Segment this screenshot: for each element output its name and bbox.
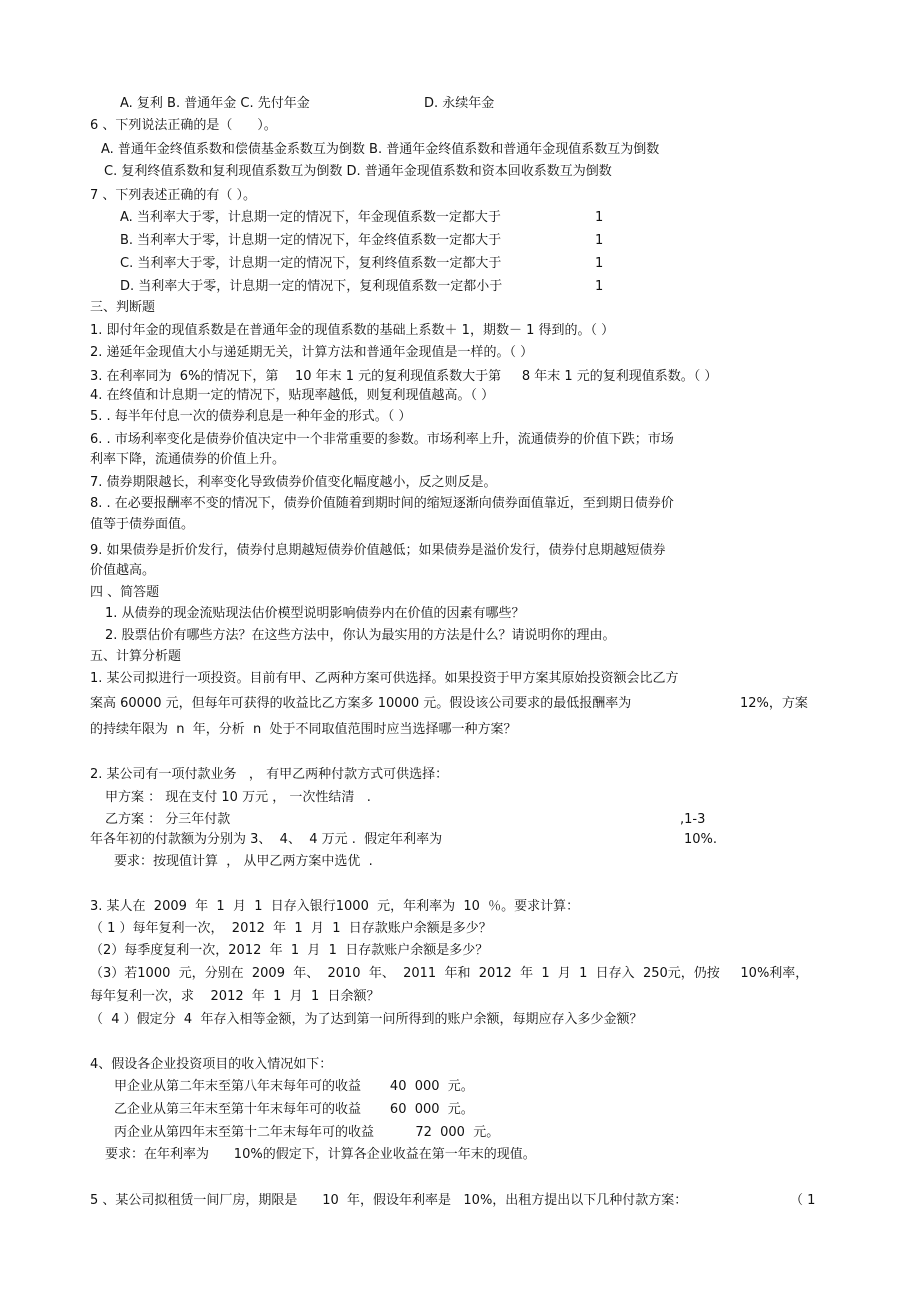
- calc-2-requirement: 要求：按现值计算 ， 从甲乙两方案中选优 .: [114, 854, 373, 869]
- calc-4-company-b: 乙企业从第三年末至第十年末每年可的收益 60 000 元。: [114, 1102, 474, 1117]
- judgement-6-cont: 利率下降，流通债券的价值上升。: [90, 452, 286, 467]
- short-answer-1: 1. 从债券的现金流贴现法估价模型说明影响债券内在价值的因素有哪些？: [105, 606, 525, 621]
- calc-5: 5 、某公司拟租赁一间厂房，期限是 10 年，假设年利率是 10%，出租方提出以下几种付款方案：: [90, 1193, 688, 1208]
- calc-5-option-1: （ 1: [790, 1193, 816, 1208]
- calc-4-company-a: 甲企业从第二年末至第八年末每年可的收益 40 000 元。: [114, 1079, 474, 1094]
- question-6-options-cd: C. 复利终值系数和复利现值系数互为倒数 D. 普通年金现值系数和资本回收系数互为倒数: [104, 164, 612, 179]
- question-7-option-d-value: 1: [595, 279, 604, 294]
- calc-3: 3. 某人在 2009 年 1 月 1 日存入银行1000 元，年利率为 10 ％。要求计算：: [90, 899, 580, 914]
- calc-2-plan-a: 甲方案 ： 现在支付 10 万元 ， 一次性结清 .: [105, 790, 371, 805]
- calc-3-q1: （ 1 ）每年复利一次， 2012 年 1 月 1 日存款账户余额是多少？: [90, 921, 492, 936]
- judgement-7: 7. 债券期限越长，利率变化导致债券价值变化幅度越小，反之则反是。: [90, 475, 497, 490]
- question-7-option-b: B. 当利率大于零，计息期一定的情况下，年金终值系数一定都大于: [120, 233, 502, 248]
- judgement-4: 4. 在终值和计息期一定的情况下，贴现率越低，则复利现值越高。（ ）: [90, 388, 495, 403]
- judgement-9-cont: 价值越高。: [90, 563, 156, 578]
- short-answer-2: 2. 股票估价有哪些方法？在这些方法中，你认为最实用的方法是什么？请说明你的理由。: [105, 628, 616, 643]
- judgement-5: 5. . 每半年付息一次的债券利息是一种年金的形式。（ ）: [90, 409, 412, 424]
- calc-4: 4、假设各企业投资项目的收入情况如下：: [90, 1057, 333, 1072]
- calc-1-cont2: 的持续年限为 n 年，分析 n 处于不同取值范围时应当选择哪一种方案？: [90, 722, 517, 737]
- judgement-9: 9. 如果债券是折价发行，债券付息期越短债券价值越低；如果债券是溢价发行，债券付息期越短债券: [90, 543, 666, 558]
- question-7-option-c: C. 当利率大于零，计息期一定的情况下，复利终值系数一定都大于: [120, 256, 502, 271]
- calc-3-q2: （2）每季度复利一次，2012 年 1 月 1 日存款账户余额是多少？: [90, 943, 489, 958]
- option-line: A. 复利 B. 普通年金 C. 先付年金: [120, 96, 310, 111]
- calc-1-cont: 案高 60000 元，但每年可获得的收益比乙方案多 10000 元。假设该公司要求的最低报酬率为: [90, 696, 632, 711]
- calc-2: 2. 某公司有一项付款业务 ， 有甲乙两种付款方式可供选择：: [90, 767, 449, 782]
- question-7-option-d: D. 当利率大于零，计息期一定的情况下，复利现值系数一定都小于: [120, 279, 503, 294]
- calc-3-q4: （ 4 ）假定分 4 年存入相等金额，为了达到第一问所得到的账户余额，每期应存入多少金额？: [90, 1012, 643, 1027]
- question-7-option-b-value: 1: [595, 233, 604, 248]
- section-heading-calculation: 五、计算分析题: [90, 649, 182, 664]
- option-d: D. 永续年金: [424, 96, 495, 111]
- calc-2-plan-b-years: ,1-3: [680, 812, 706, 827]
- calc-4-requirement: 要求：在年利率为 10%的假定下，计算各企业收益在第一年末的现值。: [105, 1147, 536, 1162]
- calc-2-payments: 年各年初的付款额为分别为 3、 4、 4 万元 . 假定年利率为: [90, 832, 443, 847]
- question-6-options-ab: A. 普通年金终值系数和偿债基金系数互为倒数 B. 普通年金终值系数和普通年金现值系数互为倒数: [101, 142, 660, 157]
- calc-3-q3-cont: 每年复利一次，求 2012 年 1 月 1 日余额？: [90, 989, 380, 1004]
- judgement-8: 8. . 在必要报酬率不变的情况下，债券价值随着到期时间的缩短逐渐向债券面值靠近，至到期日债券价: [90, 496, 674, 511]
- judgement-2: 2. 递延年金现值大小与递延期无关，计算方法和普通年金现值是一样的。（ ）: [90, 345, 534, 360]
- question-7-option-a-value: 1: [595, 210, 604, 225]
- calc-2-plan-b: 乙方案 ： 分三年付款: [105, 812, 231, 827]
- calc-3-q3: （3）若1000 元，分别在 2009 年、 2010 年、 2011 年和 2012 年 1 月 1 日存入 250元，仍按 10%利率，: [90, 966, 809, 981]
- calc-2-rate: 10%.: [684, 832, 718, 847]
- calc-1: 1. 某公司拟进行一项投资。目前有甲、乙两种方案可供选择。如果投资于甲方案其原始投资额会比乙方: [90, 671, 679, 686]
- calc-4-company-c: 丙企业从第四年末至第十二年末每年可的收益 72 000 元。: [114, 1125, 500, 1140]
- judgement-8-cont: 值等于债券面值。: [90, 517, 195, 532]
- judgement-1: 1. 即付年金的现值系数是在普通年金的现值系数的基础上系数＋ 1，期数－ 1 得到的。（ ）: [90, 323, 615, 338]
- judgement-6: 6. . 市场利率变化是债券价值决定中一个非常重要的参数。市场利率上升，流通债券的价值下跌；市场: [90, 432, 674, 447]
- question-6: 6 、下列说法正确的是（ ）。: [90, 118, 277, 133]
- question-7: 7 、下列表述正确的有（ ）。: [90, 188, 257, 203]
- section-heading-short-answer: 四 、简答题: [90, 585, 160, 600]
- judgement-3: 3. 在利率同为 6%的情况下，第 10 年末 1 元的复利现值系数大于第 8 年末 1 元的复利现值系数。（ ）: [90, 369, 718, 384]
- calc-1-rate: 12%，方案: [740, 696, 808, 711]
- question-7-option-c-value: 1: [595, 256, 604, 271]
- section-heading-judgement: 三、判断题: [90, 300, 156, 315]
- question-7-option-a: A. 当利率大于零，计息期一定的情况下，年金现值系数一定都大于: [120, 210, 501, 225]
